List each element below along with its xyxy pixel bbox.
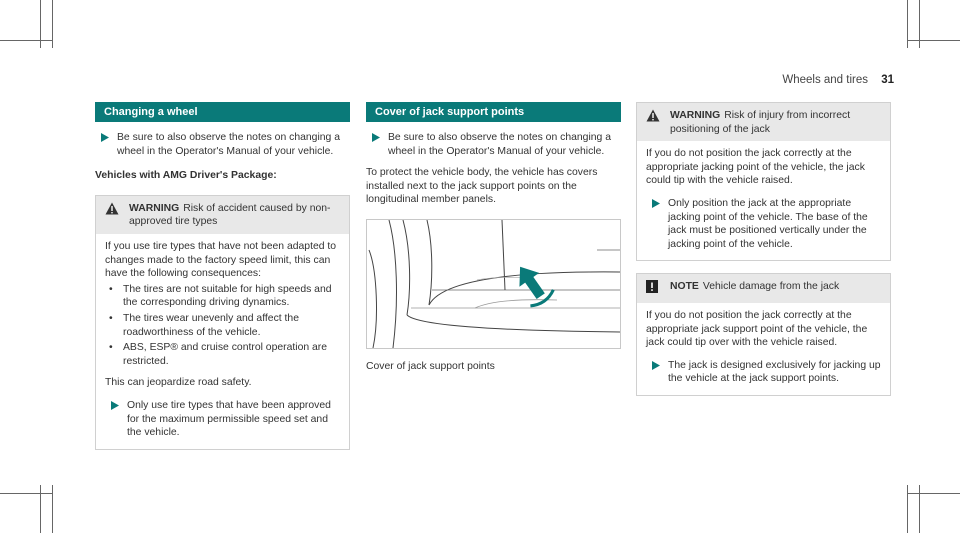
instruction-step <box>646 359 881 386</box>
note-text: If you do not position the jack correctly at the appropriate jack support point of the vehicle, the jack could tip over with the vehicle raised. <box>646 309 868 349</box>
instruction-step <box>646 197 881 251</box>
bullet-icon: • <box>109 283 113 295</box>
note-body <box>637 303 890 395</box>
step-text: Be sure to also observe the notes on changing a wheel in the Operator's Manual of your vehicle. <box>388 132 611 157</box>
note-label: NOTE <box>670 281 699 293</box>
bullet-icon: • <box>109 342 113 354</box>
warning-label: WARNING <box>670 110 721 121</box>
warning-body <box>96 234 349 449</box>
exclamation-icon <box>646 280 670 298</box>
column-1 <box>95 102 350 450</box>
subheading: Vehicles with AMG Driver's Package: <box>95 170 277 182</box>
step-text: Only position the jack at the appropriate jacking point of the vehicle. The base of the jack must be positioned vertically under the jacking point of the vehicle. <box>668 197 868 250</box>
list-item-text: The tires wear unevenly and affect the roadworthiness of the vehicle. <box>123 312 299 338</box>
instruction-step <box>95 131 350 158</box>
warning-intro: If you use tire types that have not been adapted to changes made to the factory speed limit, this can have the following consequences: <box>105 240 337 280</box>
warning-box <box>636 102 891 261</box>
crop-mark <box>52 0 53 48</box>
section-bar-changing-wheel: Changing a wheel <box>95 102 350 122</box>
bullet-icon: • <box>109 312 113 324</box>
step-text: Only use tire types that have been approved for the maximum permissible speed set and the vehicle. <box>127 399 331 439</box>
step-text: Be sure to also observe the notes on changing a wheel in the Operator's Manual of your vehicle. <box>117 132 340 157</box>
crop-mark <box>0 40 52 41</box>
warning-text: If you do not position the jack correctly at the appropriate jacking point of the vehicle, the jack could tip with the vehicle raised. <box>646 148 865 187</box>
step-arrow-icon <box>95 131 117 158</box>
step-text: The jack is designed exclusively for jacking up the vehicle at the jack support points. <box>668 359 881 385</box>
list-item <box>105 283 340 310</box>
instruction-step <box>105 399 340 440</box>
warning-title: Risk of accident caused by non-approved tire types <box>129 202 331 228</box>
warning-title: Risk of injury from incorrect positioning of the jack <box>670 110 851 135</box>
step-arrow-icon <box>646 197 668 251</box>
step-arrow-icon <box>366 131 388 158</box>
paragraph: To protect the vehicle body, the vehicle has covers installed next to the jack support points on the longitudinal member panels. <box>366 167 598 206</box>
list-item <box>105 312 340 339</box>
section-bar-jack-support: Cover of jack support points <box>366 102 621 122</box>
step-arrow-icon <box>646 359 668 386</box>
figure-caption: Cover of jack support points <box>366 360 495 372</box>
crop-mark <box>52 485 53 533</box>
crop-mark <box>0 493 52 494</box>
warning-outro: This can jeopardize road safety. <box>105 377 252 389</box>
note-title: Vehicle damage from the jack <box>702 281 840 293</box>
page-header <box>782 74 894 86</box>
warning-label: WARNING <box>129 202 180 214</box>
warning-body <box>637 141 890 260</box>
list-item <box>105 341 340 368</box>
warning-header <box>96 196 349 234</box>
warning-triangle-icon <box>646 109 670 136</box>
list-item-text: The tires are not suitable for high speeds and the corresponding driving dynamics. <box>123 283 332 309</box>
column-2 <box>366 102 621 374</box>
section-title: Wheels and tires <box>782 74 868 86</box>
warning-triangle-icon <box>105 202 129 229</box>
vehicle-illustration <box>366 219 621 349</box>
note-box <box>636 273 891 396</box>
crop-mark <box>907 493 960 494</box>
warning-header <box>637 103 890 141</box>
list-item-text: ABS, ESP® and cruise control operation are restricted. <box>123 342 328 367</box>
note-header <box>637 274 890 303</box>
warning-box <box>95 195 350 450</box>
crop-mark <box>907 40 960 41</box>
instruction-step <box>366 131 621 158</box>
page-number: 31 <box>881 74 894 86</box>
column-3 <box>636 102 891 396</box>
step-arrow-icon <box>105 399 127 440</box>
